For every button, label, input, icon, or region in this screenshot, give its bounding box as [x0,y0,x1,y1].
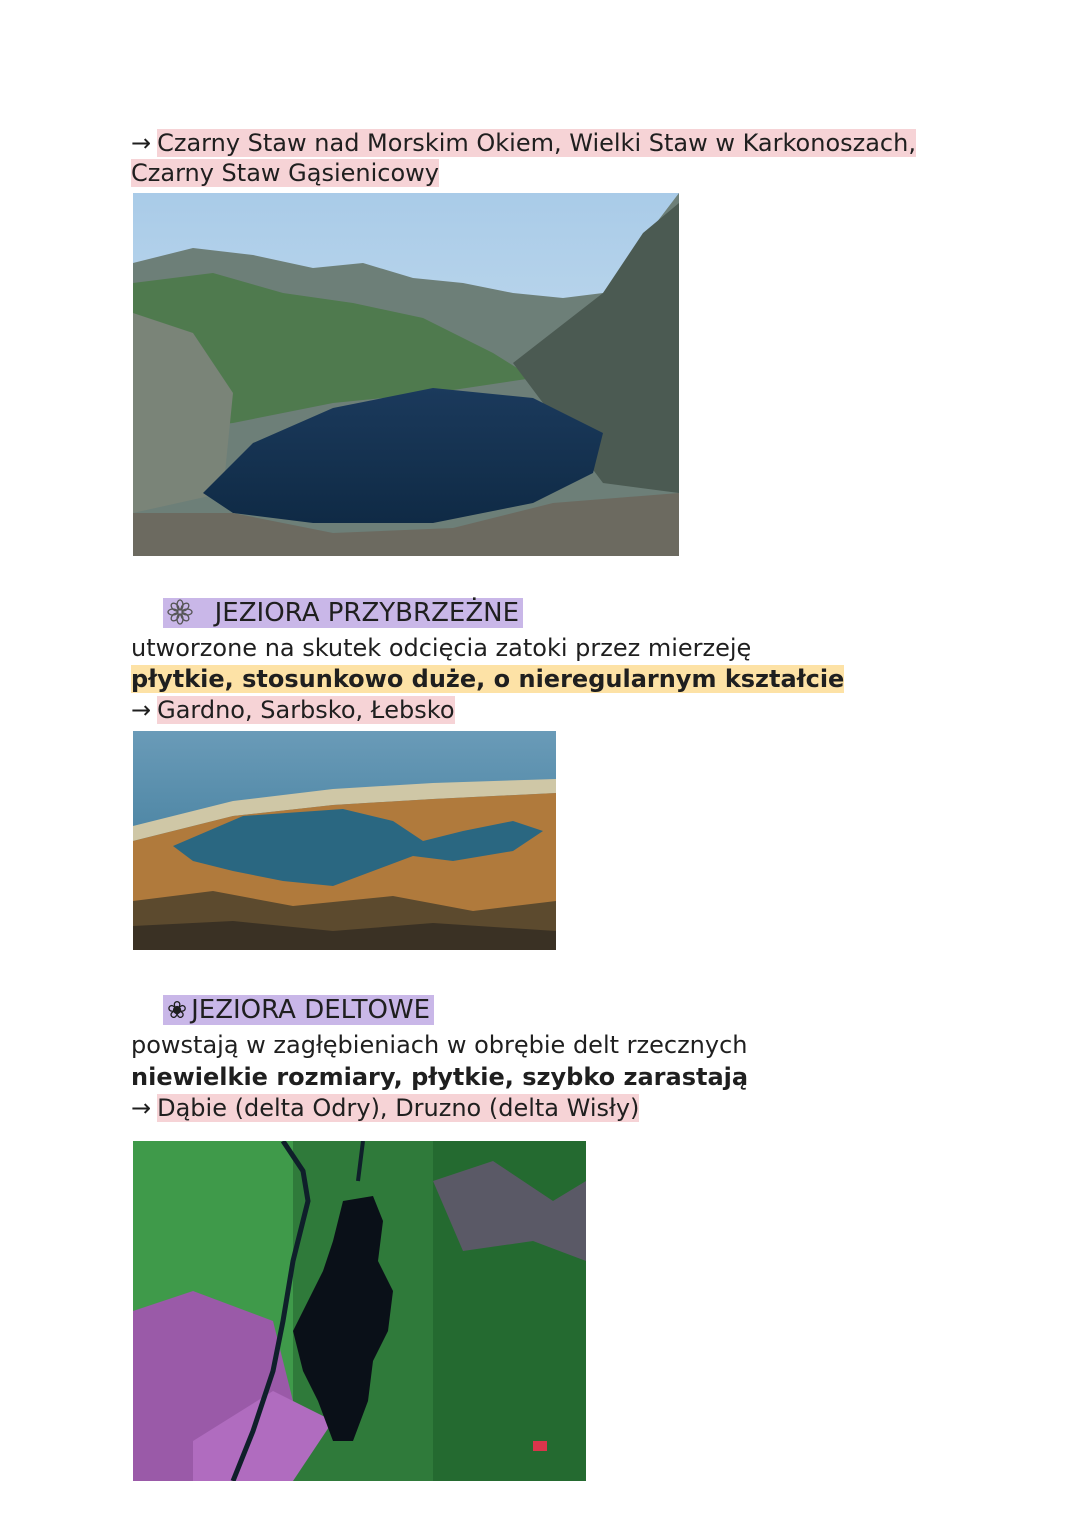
description-text: powstają w zagłębieniach w obrębie delt rzecznych [131,1031,748,1059]
examples-line-2 [131,158,439,188]
delta-satellite-photo [133,1141,586,1481]
examples-text: Dąbie (delta Odry), Druzno (delta Wisły) [157,1094,640,1122]
features [131,664,844,694]
flower-icon: ❀ [167,996,188,1024]
heading-delta-lakes [163,993,434,1027]
features-text: płytkie, stosunkowo duże, o nieregularnym kształcie [131,665,845,693]
flower-icon [167,599,201,627]
features [131,1062,748,1092]
description-text: utworzone na skutek odcięcia zatoki przez mierzeję [131,634,752,662]
arrow: → [131,129,152,157]
mountain-lake-photo [133,193,679,556]
coastal-lake-photo [133,731,556,950]
section-title: JEZIORA DELTOWE [191,995,431,1025]
examples [131,1093,639,1123]
heading-coastal-lakes [163,596,523,630]
section-title: JEZIORA PRZYBRZEŻNE [214,598,520,628]
examples [131,695,455,725]
arrow: → [131,1094,152,1122]
features-text: niewielkie rozmiary, płytkie, szybko zarastają [131,1063,749,1091]
examples-text-cont: Czarny Staw Gąsienicowy [131,159,439,187]
examples-text: Gardno, Sarbsko, Łebsko [157,696,455,724]
description [131,1030,748,1060]
arrow: → [131,696,152,724]
examples-line-1 [131,128,916,158]
examples-text: Czarny Staw nad Morskim Okiem, Wielki Staw w Karkonoszach, [157,129,916,157]
description [131,633,751,663]
